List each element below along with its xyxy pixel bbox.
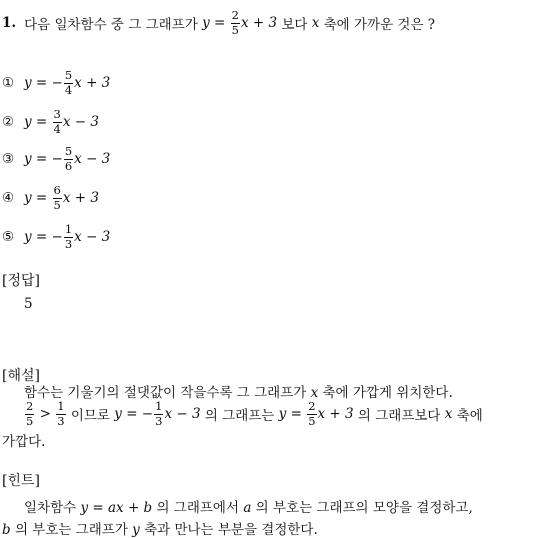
choice-frac-den: 6 — [64, 158, 73, 173]
hint-text: 일차함수 — [24, 500, 81, 516]
question-fraction — [231, 10, 240, 36]
choice-y: y = — [24, 229, 52, 245]
choice-sign: − — [51, 229, 63, 245]
hint-var-a: a — [243, 500, 252, 516]
explanation-text: 함수는 기울기의 절댓값이 작을수록 그 그래프가 — [24, 385, 311, 401]
explanation-fraction — [25, 401, 34, 427]
choice-y: y = — [24, 114, 52, 130]
hint-text: 의 부호는 그래프가 — [10, 522, 133, 538]
question-eq-rest: x + 3 — [240, 15, 278, 31]
choice-frac-num: 6 — [53, 183, 61, 197]
choice-1[interactable] — [2, 68, 110, 98]
explanation-fraction — [307, 401, 316, 427]
question-eq-eq: = — [209, 15, 230, 31]
explanation-gt: > — [35, 406, 56, 422]
hint-line-2 — [2, 518, 318, 538]
question-prefix: 다음 일차함수 중 그 그래프가 — [24, 17, 198, 33]
question-suffix-b: 축에 가까운 것은 ? — [319, 17, 436, 33]
choice-mark: ⑤ — [2, 229, 15, 245]
explanation-eq: x + 3 — [317, 406, 354, 422]
choice-sign: − — [51, 75, 63, 91]
choice-y: y = — [24, 190, 52, 206]
frac-num: 1 — [57, 399, 65, 413]
explanation-text: 이므로 — [66, 408, 115, 424]
choice-rest: x + 3 — [74, 75, 111, 91]
choice-fraction — [64, 70, 73, 96]
choice-fraction — [64, 224, 73, 250]
explanation-line-2 — [24, 397, 483, 431]
explanation-eq: y = − — [114, 406, 154, 422]
hint-eq: y = ax + b — [80, 500, 153, 516]
explanation-text: 의 그래프보다 — [353, 408, 445, 424]
choice-sign: − — [51, 151, 63, 167]
explanation-text: 축에 가깝게 위치한다. — [318, 385, 453, 401]
question-number: 1. — [2, 15, 17, 31]
choice-fraction — [53, 109, 62, 135]
explanation-text: 의 그래프는 — [200, 408, 279, 424]
explanation-fraction — [154, 401, 163, 427]
choice-mark: ② — [2, 114, 15, 130]
hint-text: 의 부호는 그래프의 모양을 결정하고, — [251, 500, 473, 516]
explanation-fraction — [56, 401, 65, 427]
choice-mark: ③ — [2, 151, 15, 167]
question-frac-num: 2 — [231, 8, 239, 22]
choice-y: y = — [24, 75, 52, 91]
question-eq-y: y — [202, 15, 210, 31]
hint-line-1 — [24, 496, 473, 516]
frac-num: 2 — [308, 399, 316, 413]
choice-frac-den: 4 — [53, 121, 61, 136]
explanation-text: 축에 — [452, 408, 483, 424]
choice-frac-den: 4 — [64, 82, 73, 97]
question-suffix-a: 보다 — [277, 17, 312, 33]
choice-fraction — [53, 185, 62, 211]
explanation-x: x — [444, 406, 453, 422]
hint-text: 의 그래프에서 — [152, 500, 244, 516]
frac-den: 5 — [26, 413, 34, 428]
hint-var-y: y — [132, 522, 140, 538]
question-frac-den: 5 — [231, 22, 239, 37]
frac-den: 3 — [155, 413, 163, 428]
choice-rest: x − 3 — [74, 229, 111, 245]
choice-rest: x + 3 — [62, 190, 99, 206]
choice-frac-num: 3 — [53, 107, 61, 121]
choice-frac-num: 5 — [64, 68, 73, 82]
frac-den: 5 — [308, 413, 316, 428]
explanation-line-3: 가깝다. — [2, 434, 46, 450]
explanation-eq: x − 3 — [164, 406, 201, 422]
answer-label: [정답] — [2, 273, 40, 289]
explanation-eq: y = — [278, 406, 307, 422]
hint-var-b: b — [2, 522, 11, 538]
choice-fraction — [64, 146, 73, 172]
hint-text: 축과 만나는 부분을 결정한다. — [139, 522, 318, 538]
question-suffix-x: x — [311, 15, 320, 31]
explanation-label: [해설] — [2, 368, 40, 384]
explanation-x: x — [310, 385, 319, 401]
choice-rest: x − 3 — [74, 151, 111, 167]
choice-2[interactable] — [2, 107, 99, 137]
choice-4[interactable] — [2, 183, 99, 213]
choice-frac-num: 1 — [64, 222, 73, 236]
hint-label: [힌트] — [2, 473, 40, 489]
choice-5[interactable] — [2, 222, 110, 252]
choice-3[interactable] — [2, 144, 110, 174]
frac-den: 3 — [57, 413, 65, 428]
choice-frac-den: 3 — [64, 236, 73, 251]
choice-frac-num: 5 — [64, 144, 73, 158]
frac-num: 1 — [155, 399, 163, 413]
frac-num: 2 — [26, 399, 34, 413]
question-line — [2, 8, 435, 38]
choice-rest: x − 3 — [62, 114, 99, 130]
answer-value: 5 — [24, 296, 33, 312]
choice-mark: ④ — [2, 190, 15, 206]
choice-mark: ① — [2, 75, 15, 91]
choice-frac-den: 5 — [53, 197, 61, 212]
choice-y: y = — [24, 151, 52, 167]
